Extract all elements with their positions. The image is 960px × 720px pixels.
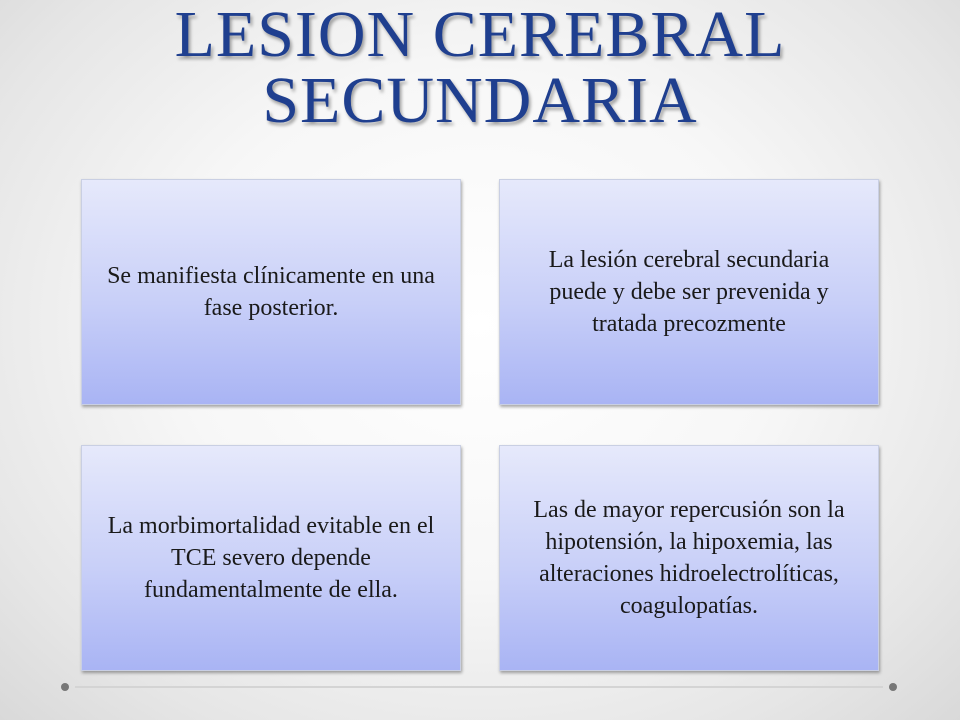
footer-divider bbox=[75, 686, 883, 688]
content-box-1-text: Se manifiesta clínicamente en una fase posterior. bbox=[107, 263, 435, 321]
slide-title-line-1: LESION CEREBRAL bbox=[174, 0, 786, 71]
slide-title-line-2: SECUNDARIA bbox=[262, 64, 698, 137]
content-box-4 bbox=[499, 445, 879, 671]
content-box-1 bbox=[81, 179, 461, 405]
content-box-4-text: Las de mayor repercusión son la hipotensión, la hipoxemia, las alteraciones hidroelectrolíticas, coagulopatías. bbox=[533, 497, 845, 619]
content-box-3-text: La morbimortalidad evitable en el TCE severo depende fundamentalmente de ella. bbox=[107, 513, 435, 603]
content-box-2-text: La lesión cerebral secundaria puede y debe ser prevenida y tratada precozmente bbox=[548, 247, 830, 337]
content-box-3 bbox=[81, 445, 461, 671]
footer-dot-right-icon bbox=[889, 683, 897, 691]
footer-dot-left-icon bbox=[61, 683, 69, 691]
content-box-2 bbox=[499, 179, 879, 405]
slide-title bbox=[0, 0, 960, 137]
